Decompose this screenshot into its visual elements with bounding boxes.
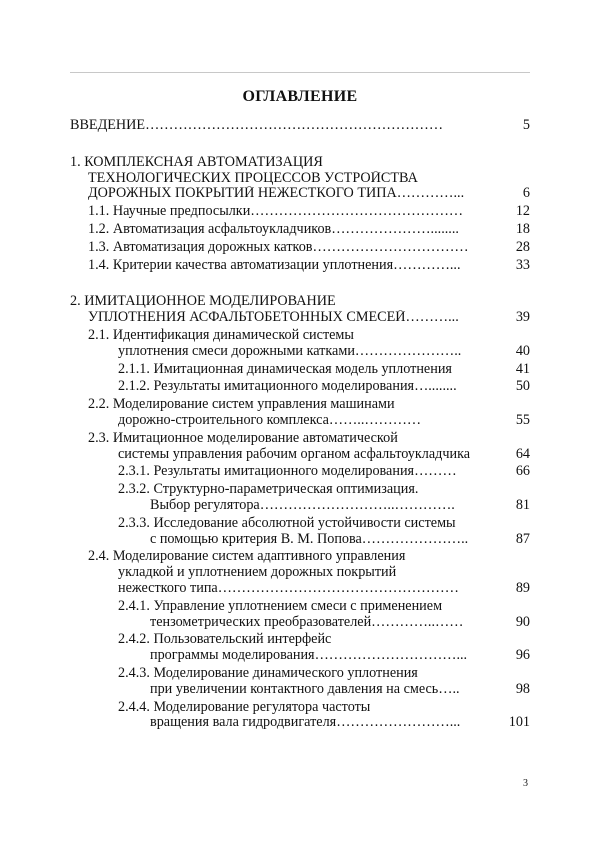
- toc-entry-line: 2.3.2. Структурно-параметрическая оптимизация.: [118, 482, 419, 498]
- toc-page-number: 40: [515, 342, 530, 359]
- toc-entry-2-4[interactable]: [70, 549, 530, 596]
- toc-entry-2-4-3[interactable]: [70, 666, 530, 698]
- toc-page-number: 90: [515, 613, 530, 630]
- toc-entry-chapter-1[interactable]: [70, 155, 530, 202]
- toc-page-number: 64: [515, 445, 530, 462]
- toc-page-number: 33: [515, 256, 530, 273]
- toc-page-number: 96: [515, 647, 530, 664]
- header-rule: [70, 72, 530, 73]
- toc-entry-line: укладкой и уплотнением дорожных покрытий: [118, 565, 397, 581]
- toc-entry-line: 1. КОМПЛЕКСНАЯ АВТОМАТИЗАЦИЯ: [70, 154, 323, 170]
- toc-entry-line: при увеличении контактного давления на смесь…..: [150, 681, 460, 697]
- toc-entry-line: ТЕХНОЛОГИЧЕСКИХ ПРОЦЕССОВ УСТРОЙСТВА: [88, 170, 418, 186]
- toc-entry-line: программы моделирования…………………………...: [150, 648, 468, 664]
- toc-entry-line: 1.3. Автоматизация дорожных катков……………………………: [88, 239, 469, 255]
- toc-entry-line: 1.2. Автоматизация асфальтоукладчиков…………………........: [88, 221, 459, 237]
- toc-entry-line: 2.1. Идентификация динамической системы: [88, 327, 354, 343]
- toc-entry-2-1-1[interactable]: [70, 362, 530, 378]
- toc-entry-introduction[interactable]: [70, 118, 530, 134]
- toc-entry-line: 2.4. Моделирование систем адаптивного управления: [88, 549, 406, 565]
- toc-page-number: 6: [522, 185, 530, 202]
- toc-entry-line: 2.3.3. Исследование абсолютной устойчивости системы: [118, 515, 456, 531]
- toc-entry-line: вращения вала гидродвигателя……………………...: [150, 715, 461, 731]
- toc-page-number: 12: [515, 203, 530, 220]
- toc-entry-2-2[interactable]: [70, 397, 530, 429]
- toc-entry-2-4-4[interactable]: [70, 700, 530, 732]
- toc-entry-line: 2.4.4. Моделирование регулятора частоты: [118, 699, 371, 715]
- toc-entry-line: ДОРОЖНЫХ ПОКРЫТИЙ НЕЖЕСТКОГО ТИПА…………...: [88, 186, 465, 202]
- toc-entry-2-4-2[interactable]: [70, 632, 530, 664]
- toc-entry-line: с помощью критерия В. М. Попова…………………..: [150, 531, 469, 547]
- toc-page-number: 87: [515, 530, 530, 547]
- toc-entry-2-3-2[interactable]: [70, 482, 530, 514]
- toc-entry-line: 2.1.1. Имитационная динамическая модель уплотнения: [118, 361, 452, 377]
- toc-entry-2-1-2[interactable]: [70, 379, 530, 395]
- toc-page-number: 81: [515, 496, 530, 513]
- toc-entry-2-4-1[interactable]: [70, 599, 530, 631]
- toc-entry-line: 2.3.1. Результаты имитационного моделирования………: [118, 464, 457, 480]
- toc-entry-1-4[interactable]: [70, 258, 530, 274]
- toc-page-number: 28: [515, 238, 530, 255]
- toc-entry-line: 1.1. Научные предпосылки………………………………………: [88, 204, 464, 220]
- toc-entry-line: 2.4.3. Моделирование динамического уплотнения: [118, 665, 418, 681]
- toc-entry-line: 1.4. Критерии качества автоматизации уплотнения…………...: [88, 257, 461, 273]
- toc-entry-2-3[interactable]: [70, 431, 530, 463]
- toc-page-number: 55: [515, 411, 530, 428]
- toc-entry-line: тензометрических преобразователей…………..……: [150, 614, 464, 630]
- toc-entry-line: ВВЕДЕНИЕ………………………………………………………: [70, 118, 444, 133]
- toc-entry-line: 2.3. Имитационное моделирование автоматической: [88, 430, 398, 446]
- toc-entry-line: нежесткого типа……………………………………………: [118, 580, 459, 596]
- toc-entry-line: 2.2. Моделирование систем управления машинами: [88, 397, 395, 413]
- toc-entry-line: системы управления рабочим органом асфальтоукладчика: [118, 446, 471, 462]
- toc-entry-line: УПЛОТНЕНИЯ АСФАЛЬТОБЕТОННЫХ СМЕСЕЙ………...: [88, 310, 459, 326]
- toc-page-number: 66: [515, 463, 530, 480]
- toc-entry-1-2[interactable]: [70, 222, 530, 238]
- toc-entry-2-1[interactable]: [70, 328, 530, 360]
- toc-entry-line: Выбор регулятора………………………..………….: [150, 497, 455, 513]
- toc-entry-chapter-2[interactable]: [70, 294, 530, 326]
- toc-entry-line: уплотнения смеси дорожными катками…………………..: [118, 343, 462, 359]
- toc-entry-line: 2. ИМИТАЦИОННОЕ МОДЕЛИРОВАНИЕ: [70, 294, 336, 310]
- page-title: ОГЛАВЛЕНИЕ: [242, 88, 358, 105]
- toc-entry-line: дорожно-строительного комплекса……..…………: [118, 412, 422, 428]
- toc-entry-line: 2.4.2. Пользовательский интерфейс: [118, 632, 332, 648]
- toc-entry-line: 2.4.1. Управление уплотнением смеси с применением: [118, 598, 443, 614]
- toc-page-number: 39: [515, 309, 530, 326]
- table-of-contents: [70, 118, 530, 731]
- toc-page-number: 98: [515, 680, 530, 697]
- toc-entry-1-3[interactable]: [70, 240, 530, 256]
- toc-entry-line: 2.1.2. Результаты имитационного моделирования…........: [118, 379, 457, 395]
- toc-entry-1-1[interactable]: [70, 204, 530, 220]
- page-number: 3: [523, 778, 528, 789]
- toc-entry-2-3-3[interactable]: [70, 516, 530, 548]
- toc-page-number: 50: [515, 378, 530, 395]
- toc-page-number: 89: [515, 579, 530, 596]
- toc-page-number: 41: [515, 360, 530, 377]
- toc-page-number: 5: [522, 117, 530, 133]
- toc-entry-2-3-1[interactable]: [70, 464, 530, 480]
- toc-page-number: 101: [508, 714, 530, 731]
- toc-page-number: 18: [515, 220, 530, 237]
